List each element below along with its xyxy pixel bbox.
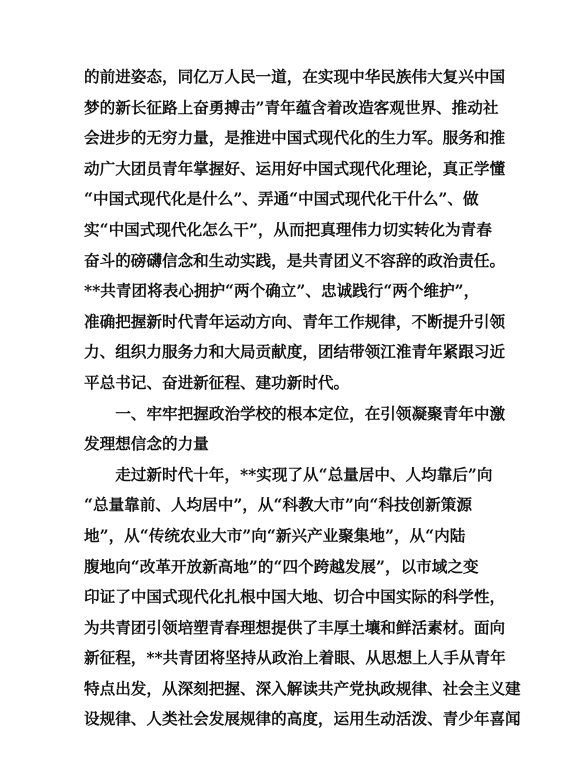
- text-line: 新征程，**共青团将坚持从政治上着眼、从思想上人手从青年: [84, 648, 506, 668]
- text-line: 特点出发，从深刻把握、深入解读共产党执政规律、社会主义建: [84, 678, 521, 698]
- paragraph-body: [84, 460, 521, 735]
- text-line: 为共青团引领培塑青春理想提供了丰厚土壤和鲜活素材。面向: [84, 617, 506, 637]
- text-line: **共青团将表心拥护“两个确立”、忠诚践行“两个维护”，: [84, 281, 480, 301]
- text-line: “中国式现代化是什么”、弄通“中国式现代化干什么”、做: [84, 189, 479, 209]
- text-line: 梦的新长征路上奋勇搏击”青年蕴含着改造客观世界、推动社: [84, 97, 499, 117]
- text-line: 力、组织力服务力和大局贡献度，团结带领江淮青年紧跟习近: [84, 342, 506, 362]
- text-line: 走过新时代十年，**实现了从“总量居中、人均靠后”向: [84, 464, 493, 484]
- text-line: 地”，从“传统农业大市”向“新兴产业聚集地”，从“内陆: [84, 525, 466, 545]
- text-line: 平总书记、奋进新征程、建功新时代。: [84, 372, 350, 392]
- text-line: 动广大团员青年掌握好、运用好中国式现代化理论，真正学懂: [84, 158, 506, 178]
- text-line: 的前进姿态，同亿万人民一道，在实现中华民族伟大复兴中国: [84, 67, 506, 86]
- document-body: [84, 62, 521, 735]
- heading-line: 一、牢牢把握政治学校的根本定位，在引领凝聚青年中激: [84, 403, 506, 423]
- text-line: 印证了中国式现代化扎根中国大地、切合中国实际的科学性，: [84, 587, 506, 607]
- text-line: 准确把握新时代青年运动方向、青年工作规律，不断提升引领: [84, 311, 506, 331]
- heading-line: 发理想信念的力量: [84, 434, 209, 454]
- paragraph-intro: [84, 62, 504, 399]
- text-line: 实“中国式现代化怎么干”，从而把真理伟力切实转化为青春: [84, 219, 492, 239]
- text-line: 设规律、人类社会发展规律的高度，运用生动活泼、青少年喜闻: [84, 709, 521, 729]
- text-line: 奋斗的磅礴信念和生动实践，是共青团义不容辞的政治责任。: [84, 250, 506, 270]
- text-line: 会进步的无穷力量，是推进中国式现代化的生力军。服务和推: [84, 128, 506, 148]
- text-line: “总量靠前、人均居中”，从“科教大市”向“科技创新策源: [84, 495, 472, 515]
- section-heading: [84, 399, 504, 460]
- text-line: 腹地向“改革开放新高地”的“四个跨越发展”，以市域之变: [84, 556, 479, 576]
